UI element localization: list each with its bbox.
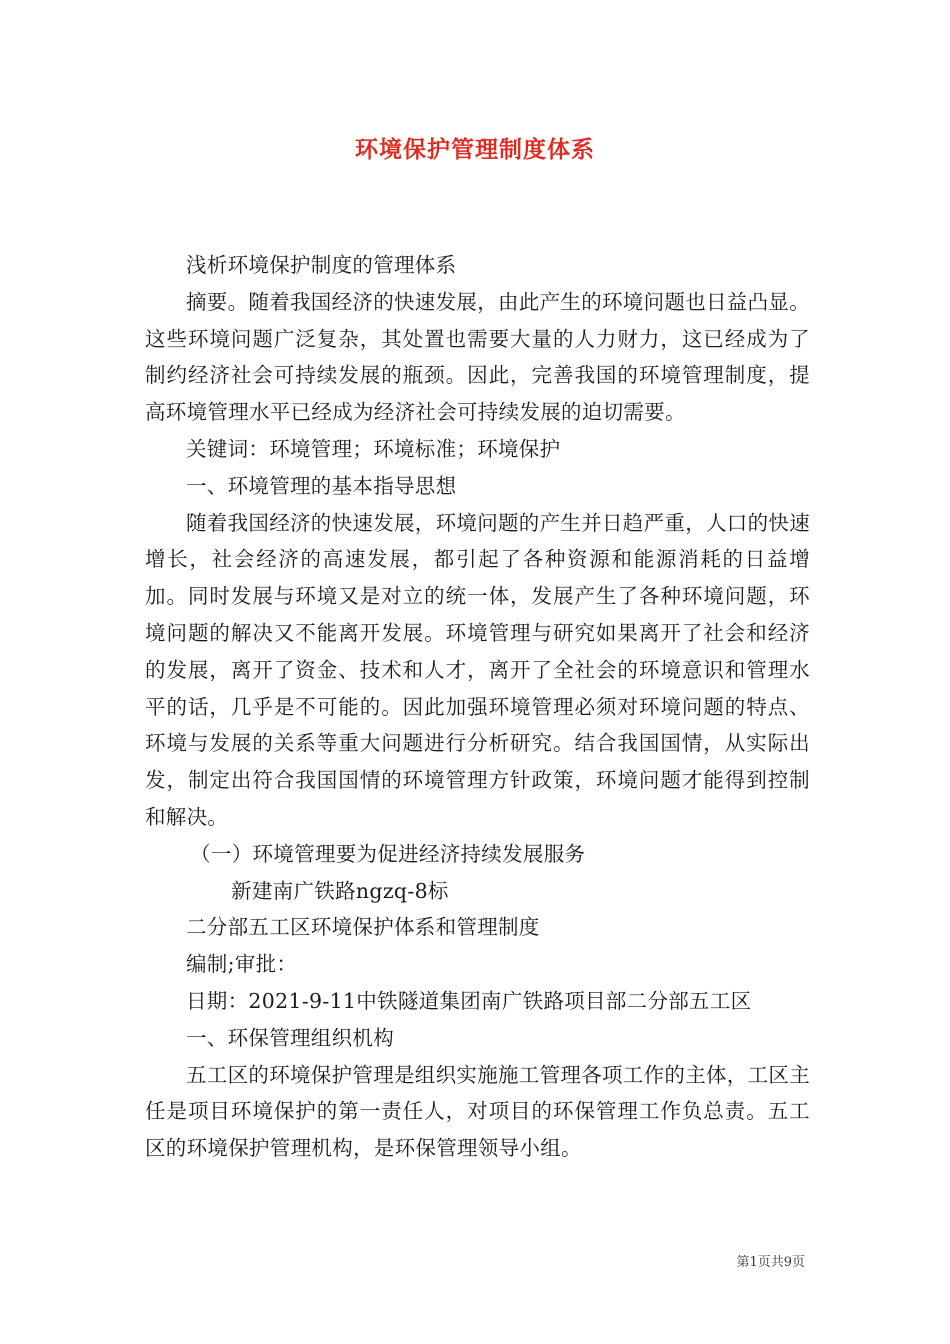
paragraph-system-title: 二分部五工区环境保护体系和管理制度 [186,915,540,940]
heading-org-structure: 一、环保管理组织机构 [186,1025,394,1050]
heading-guiding-idea: 一、环境管理的基本指导思想 [186,473,457,498]
paragraph-guiding-idea: 随着我国经济的快速发展，环境问题的产生并日趋严重，人口的快速增长，社会经济的高速发展，都引起了各种资源和能源消耗的日益增加。同时发展与环境又是对立的统一体，发展产生了各种环境问题，环境问题的解决又不能离开发展。环境管理与研究如果离开了社会和经济的发展，离开了资金、技术和人才，离开了全社会的环境意识和管理水平的话，几乎是不可能的。因此加强环境管理必须对环境问题的特点、环境与发展的关系等重大问题进行分析研究。结合我国国情，从实际出发，制定出符合我国国情的环境管理方针政策，环境问题才能得到控制和解决。 [145,510,810,829]
paragraph-project-name: 新建南广铁路ngzq-8标 [231,878,449,903]
heading-subsection-1: （一）环境管理要为促进经济持续发展服务 [190,841,586,866]
paragraph-editor-approver: 编制;审批： [186,952,298,977]
document-title: 环境保护管理制度体系 [355,136,595,163]
document-body [145,247,810,1167]
page-indicator: 第1页共9页 [736,1255,805,1270]
paragraph-abstract: 摘要。随着我国经济的快速发展，由此产生的环境问题也日益凸显。这些环境问题广泛复杂，其处置也需要大量的人力财力，这已经成为了制约经济社会可持续发展的瓶颈。因此，完善我国的环境管理制度，提高环境管理水平已经成为经济社会可持续发展的迫切需要。 [145,289,810,425]
paragraph-subtitle: 浅析环境保护制度的管理体系 [186,253,457,277]
paragraph-date-org: 日期：2021-9-11中铁隧道集团南广铁路项目部二分部五工区 [186,988,752,1013]
paragraph-keywords: 关键词：环境管理；环境标准；环境保护 [186,436,561,461]
paragraph-org-structure: 五工区的环境保护管理是组织实施施工管理各项工作的主体，工区主任是项目环境保护的第一责任人，对项目的环保管理工作负总责。五工区的环境保护管理机构，是环保管理领导小组。 [145,1062,810,1161]
